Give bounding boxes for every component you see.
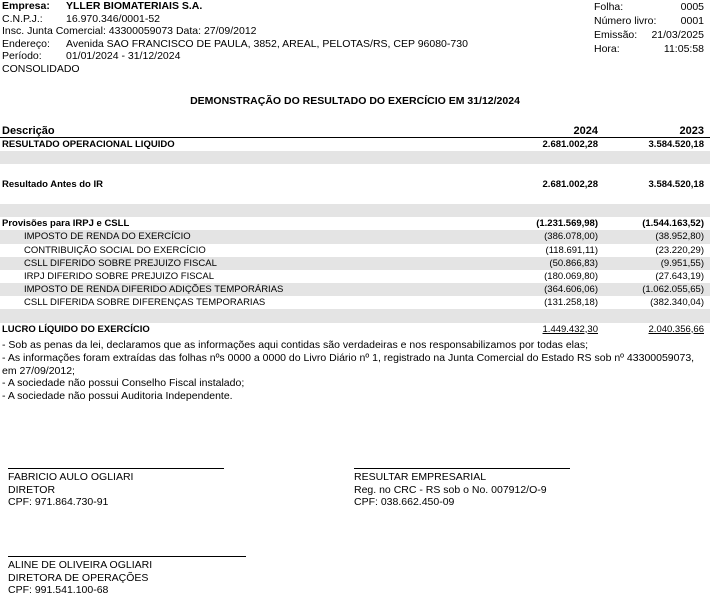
table-row [0, 296, 710, 309]
signer-role: Reg. no CRC - RS sob o No. 007912/O-9 [354, 483, 547, 496]
row-value-2023: 3.584.520,18 [648, 139, 704, 150]
endereco-value: Avenida SAO FRANCISCO DE PAULA, 3852, AREAL, PELOTAS/RS, CEP 96080-730 [66, 37, 468, 50]
row-description: IRPJ DIFERIDO SOBRE PREJUIZO FISCAL [24, 270, 215, 282]
spacer-row [0, 151, 710, 164]
periodo-label: Período: [2, 50, 42, 63]
signer-document: CPF: 971.864.730-91 [8, 496, 109, 508]
row-description: CSLL DIFERIDA SOBRE DIFERENÇAS TEMPORARIAS [24, 297, 266, 309]
row-value-2023: (1.544.163,52) [642, 218, 704, 230]
consolidado-text: CONSOLIDADO [2, 62, 80, 75]
livro-label: Número livro: [594, 15, 657, 27]
signer-name: RESULTAR EMPRESARIAL [354, 471, 487, 483]
livro-value: 0001 [680, 15, 704, 27]
note-text: - As informações foram extraídas das folhas nºs 0000 a 0000 do Livro Diário nº 1, registrado na Junta Comercial do Estado RS sob nº 43300059073, em 27/09/2012; [2, 351, 695, 377]
table-row [0, 283, 710, 296]
company-row [2, 0, 562, 13]
note-text: - Sob as penas da lei, declaramos que as informações aqui contidas são verdadeiras e nos responsabilizamos por todas elas; [2, 339, 589, 351]
empresa-label: Empresa: [2, 0, 50, 12]
row-value-2024: 1.449.432,30 [542, 323, 598, 335]
signature-block [8, 556, 246, 597]
hora-value: 11:05:58 [663, 43, 704, 55]
row-value-2023: 2.040.356,66 [648, 323, 704, 335]
cnpj-value: 16.970.346/0001-52 [66, 12, 161, 25]
signature-block [8, 468, 224, 509]
periodo-row [2, 50, 562, 63]
table-row [0, 230, 710, 243]
signer-name: ALINE DE OLIVEIRA OGLIARI [8, 559, 153, 571]
note-text: - A sociedade não possui Auditoria Independente. [2, 390, 233, 403]
row-description: CONTRIBUIÇÃO SOCIAL DO EXERCÍCIO [24, 244, 206, 256]
signer-document: CPF: 038.662.450-09 [354, 496, 455, 508]
consolidado-row [2, 63, 562, 76]
livro-row [594, 14, 704, 28]
signature-block [354, 468, 570, 509]
spacer-row [0, 204, 710, 217]
hora-label: Hora: [594, 43, 620, 55]
col-header-2023: 2023 [679, 125, 704, 137]
row-description: IMPOSTO DE RENDA DIFERIDO ADIÇÕES TEMPORÁRIAS [24, 284, 284, 296]
signer-name: FABRICIO AULO OGLIARI [8, 471, 134, 483]
folha-row [594, 0, 704, 14]
spacer-row [0, 164, 710, 177]
row-value-2023: (9.951,55) [660, 257, 704, 269]
document-meta [594, 0, 704, 56]
row-value-2023: (27.643,19) [655, 270, 704, 282]
col-header-2024: 2024 [573, 125, 598, 137]
spacer-row [0, 309, 710, 322]
row-description: Resultado Antes do IR [2, 178, 103, 190]
hora-row [594, 42, 704, 56]
row-value-2024: (386.078,00) [544, 231, 598, 243]
folha-value: 0005 [680, 1, 704, 13]
col-header-description: Descrição [2, 125, 55, 137]
row-value-2023: 3.584.520,18 [648, 178, 704, 190]
row-value-2024: (1.231.569,98) [536, 218, 598, 230]
signature-line [8, 468, 224, 469]
row-value-2024: 2.681.002,28 [542, 178, 598, 190]
emissao-value: 21/03/2025 [651, 29, 704, 41]
table-row [0, 270, 710, 283]
signer-document: CPF: 991.541.100-68 [8, 584, 109, 596]
row-value-2023: (38.952,80) [655, 231, 704, 243]
note-text: - A sociedade não possui Conselho Fiscal instalado; [2, 377, 245, 390]
emissao-row [594, 28, 704, 42]
table-header [0, 124, 710, 138]
income-statement-table [0, 124, 710, 336]
page-title: DEMONSTRAÇÃO DO RESULTADO DO EXERCÍCIO EM 31/12/2024 [190, 95, 520, 107]
signature-line [8, 556, 246, 557]
table-row [0, 178, 710, 191]
cnpj-row [2, 13, 562, 26]
table-row-total [0, 323, 710, 336]
table-row [0, 138, 710, 151]
signer-role: DIRETOR [8, 483, 56, 496]
junta-text: Insc. Junta Comercial: 43300059073 Data: 27/09/2012 [2, 25, 257, 38]
row-value-2023: (382.340,04) [650, 297, 704, 309]
row-description: IMPOSTO DE RENDA DO EXERCÍCIO [24, 231, 191, 243]
notes-section [2, 339, 702, 403]
company-header [2, 0, 562, 76]
table-row [0, 217, 710, 230]
table-row [0, 244, 710, 257]
endereco-row [2, 38, 562, 51]
row-description: CSLL DIFERIDO SOBRE PREJUIZO FISCAL [24, 257, 217, 269]
spacer-row [0, 191, 710, 204]
emissao-label: Emissão: [594, 29, 638, 41]
row-value-2024: (50.866,83) [549, 257, 598, 269]
signer-role: DIRETORA DE OPERAÇÕES [8, 571, 149, 584]
row-value-2024: (180.069,80) [544, 270, 598, 282]
signature-line [354, 468, 570, 469]
junta-row [2, 25, 562, 38]
folha-label: Folha: [594, 1, 624, 13]
row-description: Provisões para IRPJ e CSLL [2, 218, 130, 230]
row-value-2023: (1.062.055,65) [642, 284, 704, 296]
row-description: LUCRO LÍQUIDO DO EXERCÍCIO [2, 323, 150, 335]
row-value-2023: (23.220,29) [655, 244, 704, 256]
row-value-2024: (364.606,06) [544, 284, 598, 296]
row-value-2024: (118.691,11) [545, 244, 598, 256]
row-value-2024: 2.681.002,28 [542, 139, 598, 150]
endereco-label: Endereço: [2, 37, 50, 50]
cnpj-label: C.N.P.J.: [2, 12, 43, 25]
table-row [0, 257, 710, 270]
row-value-2024: (131.258,18) [544, 297, 598, 309]
periodo-value: 01/01/2024 - 31/12/2024 [66, 50, 181, 63]
company-name: YLLER BIOMATERIAIS S.A. [66, 0, 203, 12]
row-description: RESULTADO OPERACIONAL LIQUIDO [2, 139, 175, 150]
